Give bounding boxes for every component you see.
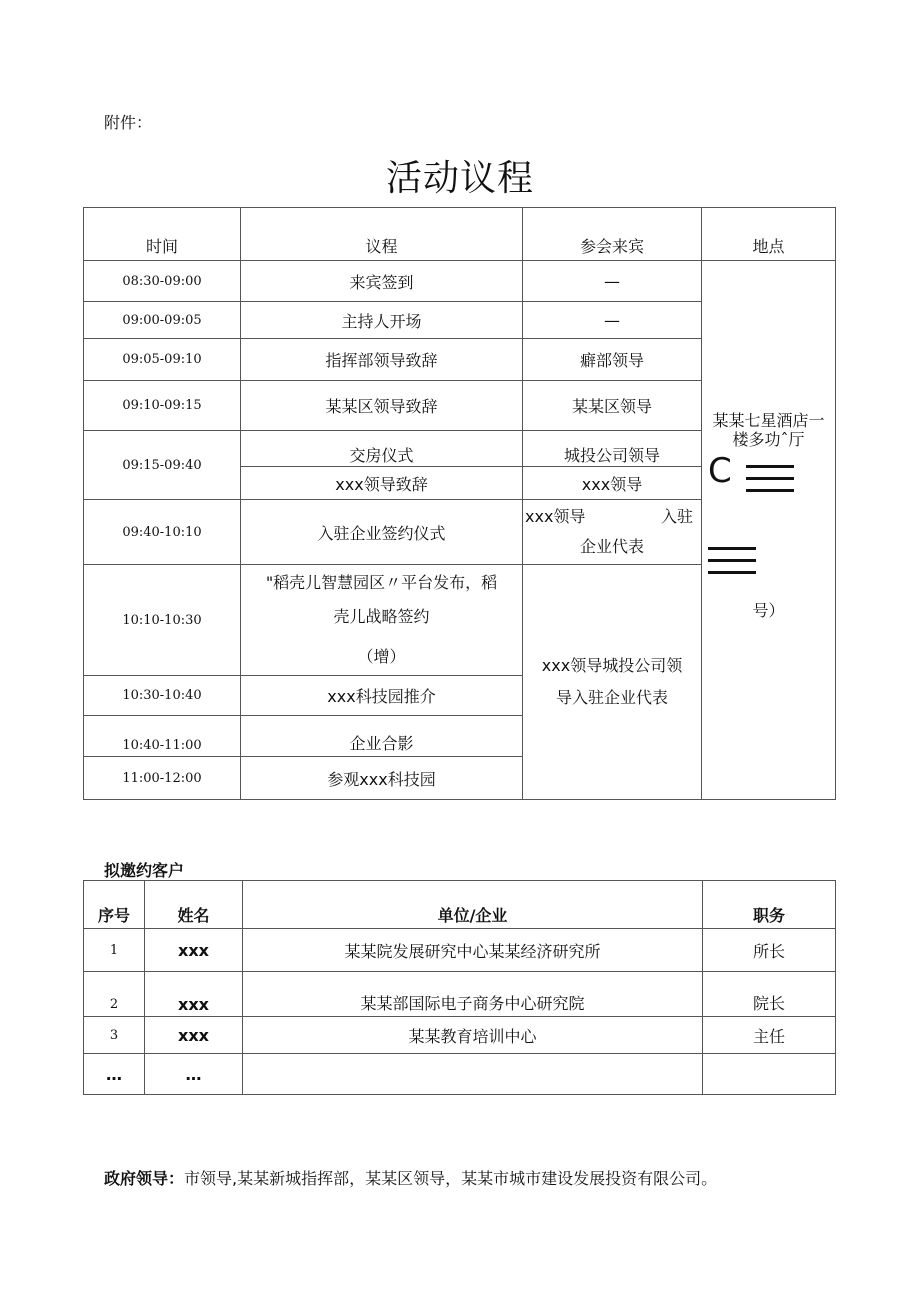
guest-title: 院长 — [703, 972, 836, 1017]
item-cell: 指挥部领导致辞 — [241, 339, 523, 381]
venue-line-2: 楼多功ˆ厅 — [732, 430, 805, 449]
guests-cell: xxx领导 — [523, 467, 702, 500]
guest-name: xxx — [145, 972, 243, 1017]
guests-cell: — — [523, 302, 702, 339]
footer-label: 政府领导： — [104, 1169, 185, 1188]
table-row — [84, 972, 836, 1017]
guest-title — [703, 1054, 836, 1095]
time-cell: 09:10-09:15 — [84, 381, 241, 431]
guests-line: 导入驻企业代表 — [555, 688, 668, 707]
agenda-header-row — [84, 208, 836, 261]
footer-text: 市领导,某某新城指挥部，某某区领导，某某市城市建设发展投资有限公司。 — [184, 1169, 718, 1188]
header-item: 议程 — [241, 208, 523, 261]
header-location: 地点 — [702, 208, 836, 261]
row-number: 3 — [84, 1017, 145, 1054]
guests-cell — [523, 500, 702, 565]
header-title: 职务 — [703, 881, 836, 929]
table-row — [84, 261, 836, 302]
header-guests: 参会来宾 — [523, 208, 702, 261]
guest-org: 某某教育培训中心 — [243, 1017, 703, 1054]
guests-line: xxx领导城投公司领 — [541, 656, 683, 675]
guest-org: 某某部国际电子商务中心研究院 — [243, 972, 703, 1017]
guest-name: … — [145, 1054, 243, 1095]
header-no: 序号 — [84, 881, 145, 929]
guests-cell: — — [523, 261, 702, 302]
time-cell: 10:30-10:40 — [84, 676, 241, 716]
time-cell: 10:10-10:30 — [84, 565, 241, 676]
table-row — [84, 1017, 836, 1054]
location-glyph-group — [704, 453, 833, 505]
item-cell: 交房仪式 — [241, 431, 523, 467]
guest-title: 主任 — [703, 1017, 836, 1054]
guests-line: 企业代表 — [579, 537, 644, 556]
attachment-label: 附件： — [104, 113, 153, 132]
table-row — [84, 929, 836, 972]
guests-line — [525, 502, 699, 532]
guests-table — [83, 880, 836, 1095]
item-line: "稻壳儿智慧园区〃平台发布，稻 — [265, 573, 498, 592]
guest-title: 所长 — [703, 929, 836, 972]
item-cell — [241, 565, 523, 676]
item-cell: 企业合影 — [241, 716, 523, 757]
guests-text: 入驻 — [660, 507, 693, 526]
header-time: 时间 — [84, 208, 241, 261]
item-cell: 参观xxx科技园 — [241, 757, 523, 800]
guest-name: xxx — [145, 929, 243, 972]
agenda-table — [83, 207, 836, 800]
page-title: 活动议程 — [385, 158, 534, 199]
guest-name: xxx — [145, 1017, 243, 1054]
item-cell: 入驻企业签约仪式 — [241, 500, 523, 565]
time-cell: 10:40-11:00 — [84, 716, 241, 757]
item-cell: 主持人开场 — [241, 302, 523, 339]
table-row — [84, 1054, 836, 1095]
venue-suffix: 号） — [752, 601, 785, 620]
venue-line-1: 某某七星酒店一 — [712, 411, 825, 430]
item-line: 壳儿战略签约 — [333, 607, 430, 626]
guests-text: xxx领导 — [525, 507, 586, 526]
item-line: （增） — [357, 647, 406, 666]
guests-cell: 癖部领导 — [523, 339, 702, 381]
item-cell: 来宾签到 — [241, 261, 523, 302]
item-cell: 某某区领导致辞 — [241, 381, 523, 431]
menu-bars-icon — [746, 463, 796, 497]
header-org: 单位/企业 — [243, 881, 703, 929]
guests-header-row — [84, 881, 836, 929]
time-cell: 09:00-09:05 — [84, 302, 241, 339]
item-cell: xxx领导致辞 — [241, 467, 523, 500]
menu-bars-icon — [708, 545, 758, 579]
guest-org — [243, 1054, 703, 1095]
guests-section-label: 拟邀约客户 — [104, 861, 185, 880]
guest-org: 某某院发展研究中心某某经济研究所 — [243, 929, 703, 972]
location-glyph: C — [708, 451, 732, 491]
footer-note — [104, 1166, 717, 1189]
location-cell — [702, 261, 836, 800]
guests-cell: 城投公司领导 — [523, 431, 702, 467]
time-cell: 08:30-09:00 — [84, 261, 241, 302]
item-cell: xxx科技园推介 — [241, 676, 523, 716]
guests-cell: 某某区领导 — [523, 381, 702, 431]
row-number: 1 — [84, 929, 145, 972]
row-number: 2 — [84, 972, 145, 1017]
row-number: … — [84, 1054, 145, 1095]
time-cell: 09:40-10:10 — [84, 500, 241, 565]
header-name: 姓名 — [145, 881, 243, 929]
time-cell: 09:05-09:10 — [84, 339, 241, 381]
guests-cell — [523, 565, 702, 800]
time-cell: 09:15-09:40 — [84, 431, 241, 500]
time-cell: 11:00-12:00 — [84, 757, 241, 800]
